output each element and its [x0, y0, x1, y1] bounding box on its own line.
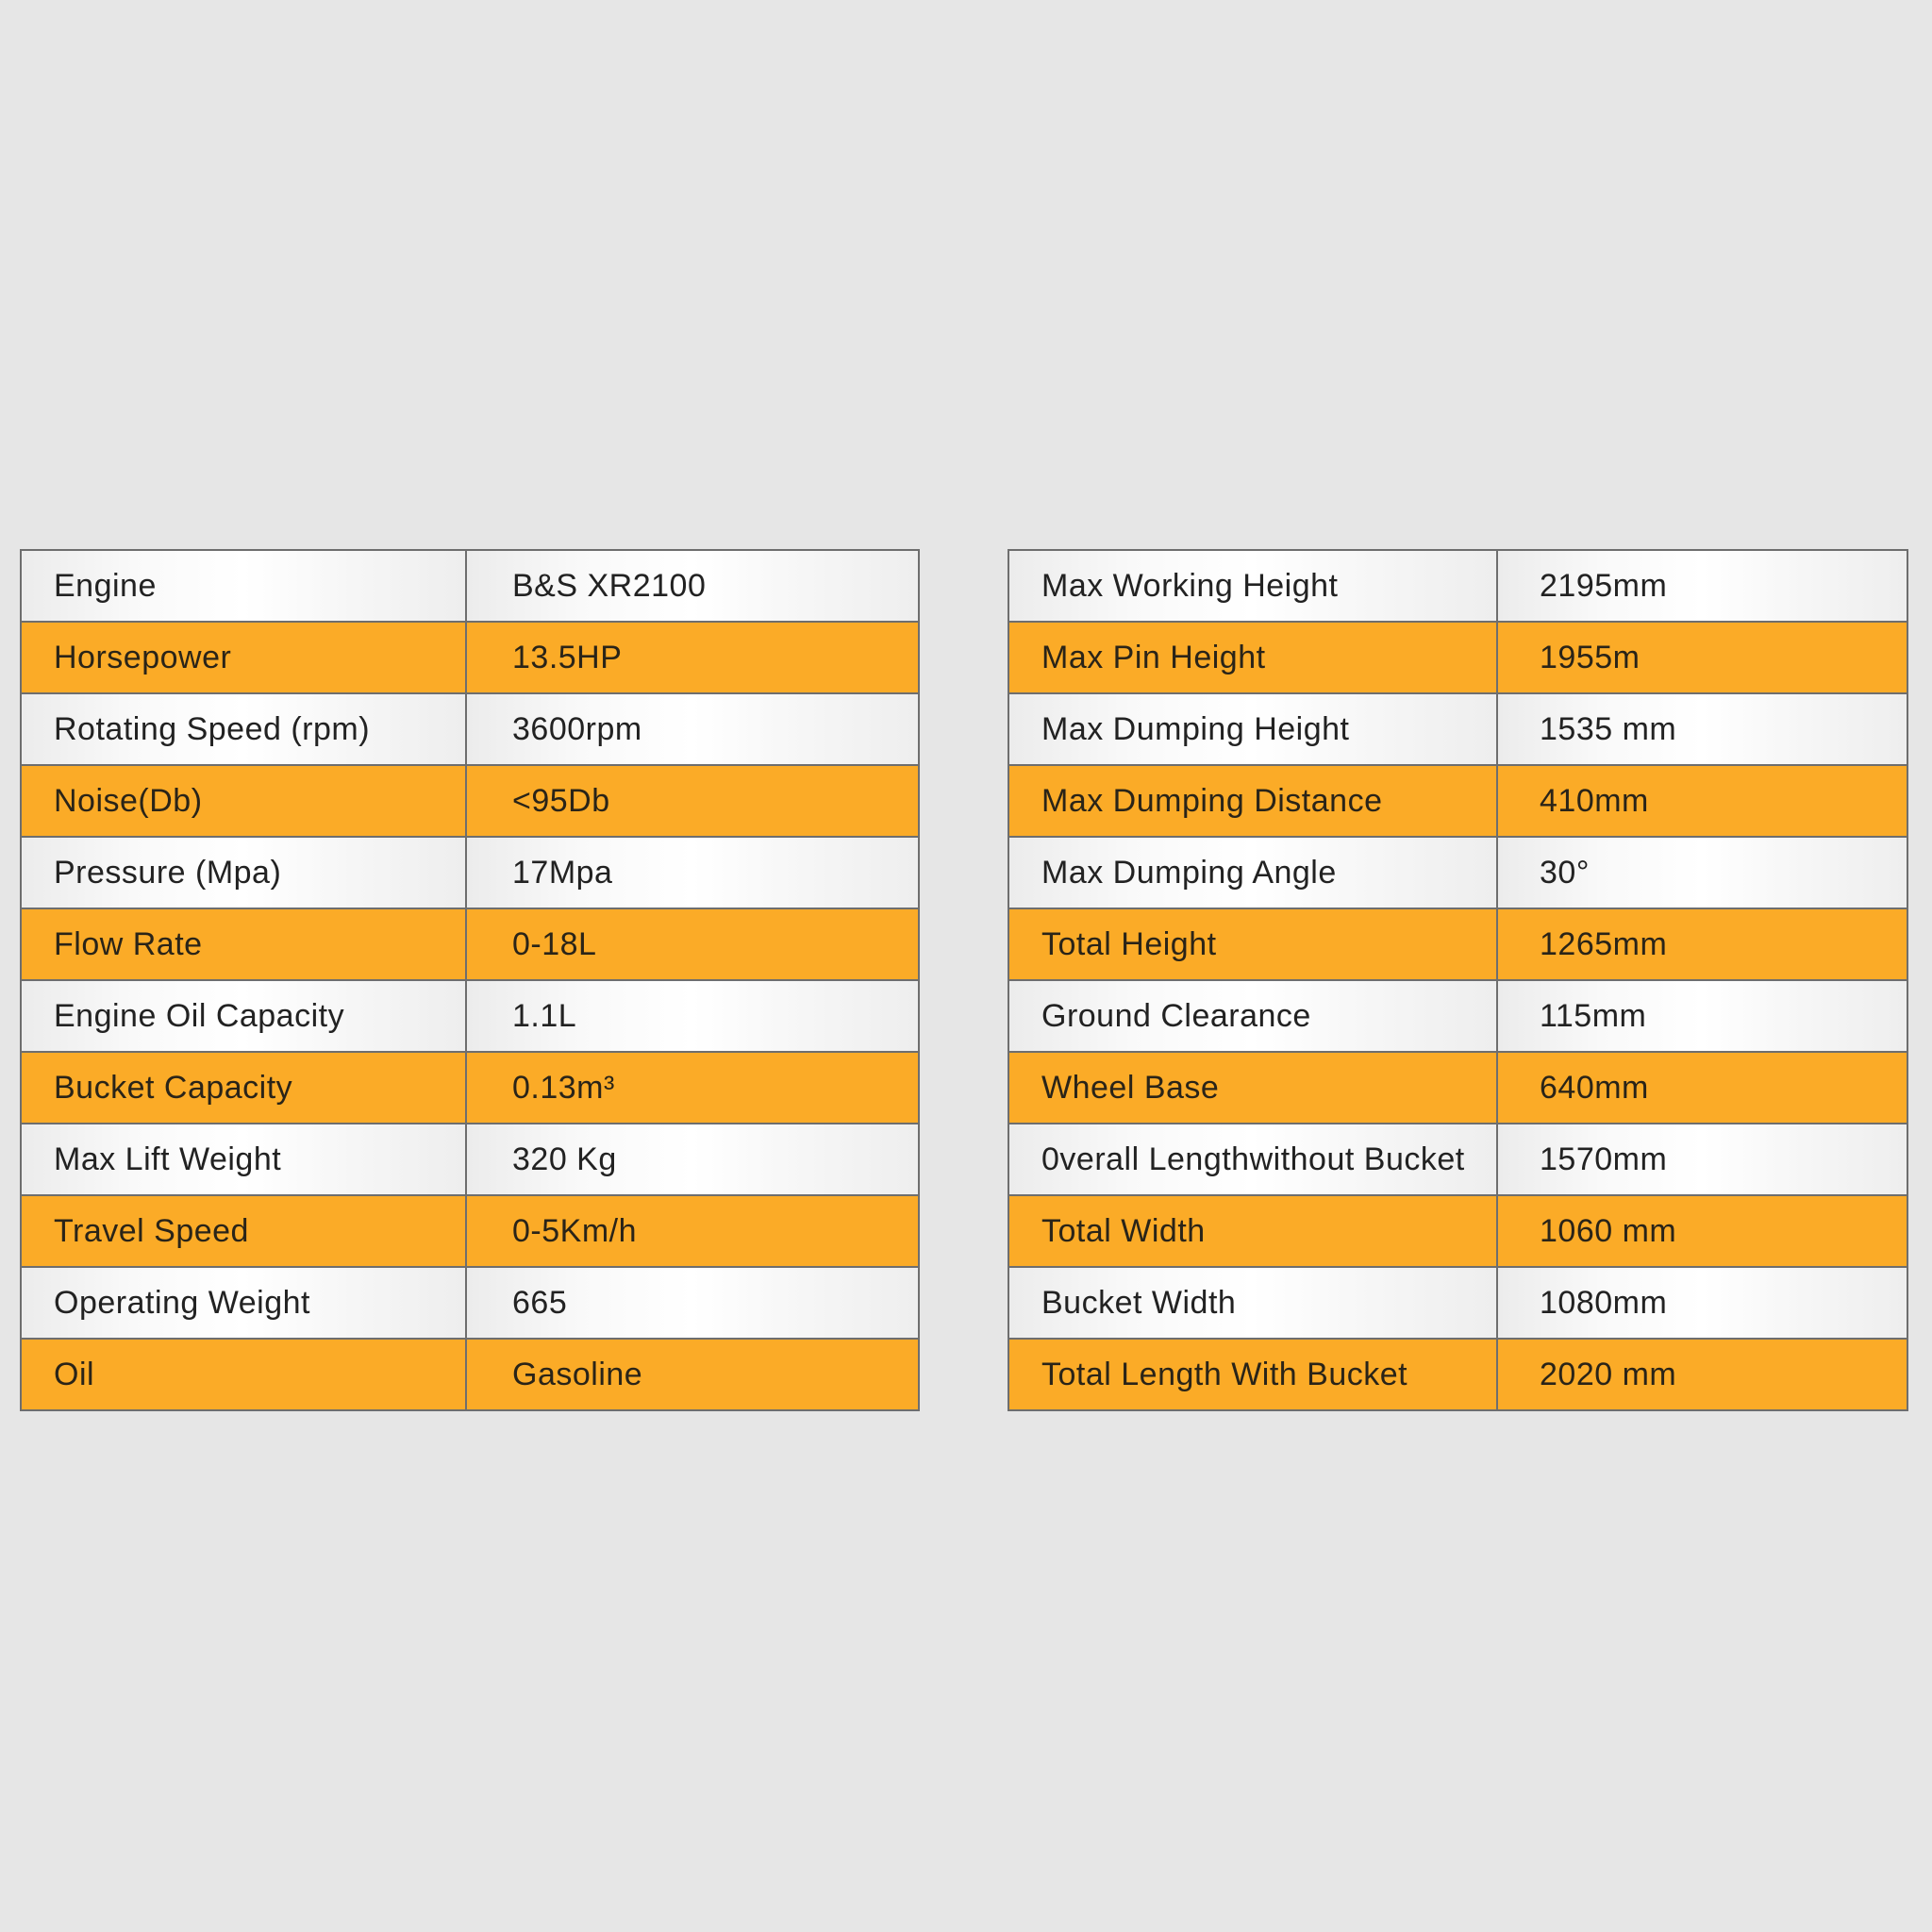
table-row [1008, 1339, 1907, 1410]
spec-value: 320 Kg [466, 1124, 919, 1195]
spec-label: Pressure (Mpa) [21, 837, 466, 908]
table-row [21, 1339, 919, 1410]
table-row [1008, 765, 1907, 837]
spec-value: 30° [1497, 837, 1907, 908]
engine-spec-table [20, 549, 920, 1411]
table-row [21, 693, 919, 765]
spec-value: 0-18L [466, 908, 919, 980]
table-row [1008, 980, 1907, 1052]
table-row [21, 908, 919, 980]
spec-value: 17Mpa [466, 837, 919, 908]
spec-label: 0verall Lengthwithout Bucket [1008, 1124, 1497, 1195]
spec-label: Rotating Speed (rpm) [21, 693, 466, 765]
spec-label: Max Lift Weight [21, 1124, 466, 1195]
spec-label: Operating Weight [21, 1267, 466, 1339]
spec-value: 1060 mm [1497, 1195, 1907, 1267]
spec-label: Bucket Width [1008, 1267, 1497, 1339]
spec-label: Oil [21, 1339, 466, 1410]
table-row [21, 550, 919, 622]
spec-value: 1955m [1497, 622, 1907, 693]
spec-label: Max Dumping Angle [1008, 837, 1497, 908]
table-row [21, 765, 919, 837]
spec-value: 0.13m³ [466, 1052, 919, 1124]
table-row [1008, 550, 1907, 622]
spec-label: Max Working Height [1008, 550, 1497, 622]
table-row [1008, 693, 1907, 765]
dimension-spec-table [1008, 549, 1908, 1411]
spec-value: B&S XR2100 [466, 550, 919, 622]
spec-label: Bucket Capacity [21, 1052, 466, 1124]
spec-value: 2195mm [1497, 550, 1907, 622]
spec-value: 1265mm [1497, 908, 1907, 980]
table-row [1008, 622, 1907, 693]
table-row [21, 1124, 919, 1195]
spec-label: Horsepower [21, 622, 466, 693]
spec-value: 0-5Km/h [466, 1195, 919, 1267]
table-row [1008, 1052, 1907, 1124]
table-row [21, 1052, 919, 1124]
spec-label: Max Pin Height [1008, 622, 1497, 693]
spec-value: 115mm [1497, 980, 1907, 1052]
spec-label: Flow Rate [21, 908, 466, 980]
spec-value: 410mm [1497, 765, 1907, 837]
spec-value: <95Db [466, 765, 919, 837]
spec-value: 13.5HP [466, 622, 919, 693]
spec-label: Total Height [1008, 908, 1497, 980]
spec-label: Engine [21, 550, 466, 622]
spec-value: 1080mm [1497, 1267, 1907, 1339]
spec-value: Gasoline [466, 1339, 919, 1410]
spec-label: Max Dumping Height [1008, 693, 1497, 765]
table-row [21, 837, 919, 908]
spec-label: Ground Clearance [1008, 980, 1497, 1052]
spec-value: 665 [466, 1267, 919, 1339]
spec-label: Travel Speed [21, 1195, 466, 1267]
table-row [21, 1267, 919, 1339]
spec-label: Total Length With Bucket [1008, 1339, 1497, 1410]
spec-value: 1570mm [1497, 1124, 1907, 1195]
spec-label: Noise(Db) [21, 765, 466, 837]
table-row [1008, 1267, 1907, 1339]
table-row [1008, 1124, 1907, 1195]
spec-value: 1.1L [466, 980, 919, 1052]
spec-label: Engine Oil Capacity [21, 980, 466, 1052]
spec-value: 640mm [1497, 1052, 1907, 1124]
spec-value: 3600rpm [466, 693, 919, 765]
spec-value: 1535 mm [1497, 693, 1907, 765]
table-row [21, 1195, 919, 1267]
table-row [1008, 837, 1907, 908]
spec-label: Max Dumping Distance [1008, 765, 1497, 837]
table-row [1008, 908, 1907, 980]
spec-value: 2020 mm [1497, 1339, 1907, 1410]
table-row [21, 980, 919, 1052]
spec-label: Wheel Base [1008, 1052, 1497, 1124]
table-row [21, 622, 919, 693]
table-row [1008, 1195, 1907, 1267]
spec-label: Total Width [1008, 1195, 1497, 1267]
